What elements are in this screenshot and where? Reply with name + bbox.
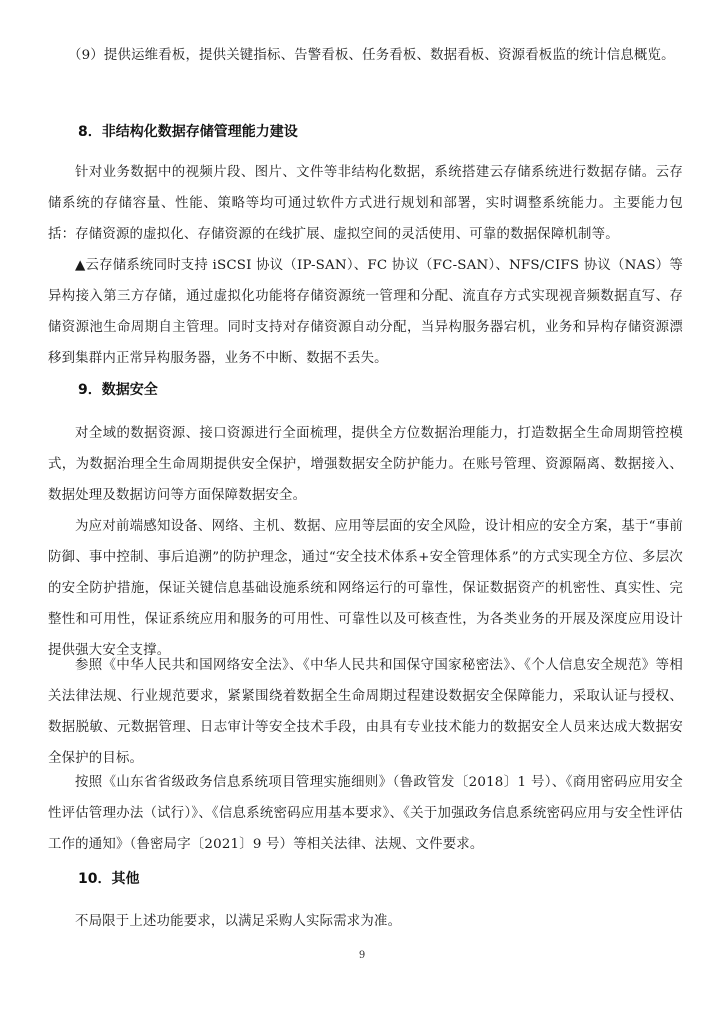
paragraph-shandong-regulations: 按照《山东省省级政务信息系统项目管理实施细则》（鲁政管发〔2018〕1 号）、《商用密码应用安全性评估管理办法（试行）》、《信息系统密码应用基本要求》、《关于加强政务信息系统密码应用与安全性评估工作的通知》（鲁密局字〔2021〕9 号）等相关法律、法规、文件要求。 — [48, 775, 683, 852]
paragraph-ops-dashboard: （9）提供运维看板，提供关键指标、告警看板、任务看板、数据看板、资源看板监的统计信息概览。 — [68, 48, 675, 63]
paragraph-legal-reference: 参照《中华人民共和国网络安全法》、《中华人民共和国保守国家秘密法》、《个人信息安全规范》等相关法律法规、行业规范要求，紧紧围绕着数据全生命周期过程建设数据安全保障能力，采取认证与授权、数据脱敏、元数据管理、日志审计等安全技术手段，由具有专业技术能力的数据安全人员来达成大数据安全保护的目标。 — [48, 658, 683, 766]
paragraph-cloud-storage: 针对业务数据中的视频片段、图片、文件等非结构化数据，系统搭建云存储系统进行数据存储。云存储系统的存储容量、性能、策略等均可通过软件方式进行规划和部署，实时调整系统能力。主要能力包括：存储资源的虚拟化、存储资源的在线扩展、虚拟空间的灵活使用、可靠的数据保障机制等。 — [48, 165, 683, 242]
paragraph-data-governance: 对全域的数据资源、接口资源进行全面梳理，提供全方位数据治理能力，打造数据全生命周期管控模式，为数据治理全生命周期提供安全保护，增强数据安全防护能力。在账号管理、资源隔离、数据接入、数据处理及数据访问等方面保障数据安全。 — [48, 426, 683, 503]
paragraph-other-requirements: 不局限于上述功能要求，以满足采购人实际需求为准。 — [75, 914, 402, 929]
paragraph-cloud-storage-protocols: ▲云存储系统同时支持 iSCSI 协议（IP-SAN）、FC 协议（FC-SAN）、NFS/CIFS 协议（NAS）等异构接入第三方存储，通过虚拟化功能将存储资源统一管理和分配、流直存方式实现视音频数据直写、存储资源池生命周期自主管理。同时支持对存储资源自动分配，当异构服务器宕机，业务和异构存储资源漂移到集群内正常异构服务器，业务不中断、数据不丢失。 — [48, 258, 683, 366]
heading-section-8: 8．非结构化数据存储管理能力建设 — [78, 124, 298, 140]
heading-section-9: 9．数据安全 — [78, 382, 158, 398]
page-number: 9 — [358, 950, 366, 961]
heading-section-10: 10．其他 — [78, 871, 140, 887]
paragraph-security-scheme: 为应对前端感知设备、网络、主机、数据、应用等层面的安全风险，设计相应的安全方案，基于“事前防御、事中控制、事后追溯”的防护理念，通过“安全技术体系+安全管理体系”的方式实现全方位、多层次的安全防护措施，保证关键信息基础设施系统和网络运行的可靠性，保证数据资产的机密性、真实性、完整性和可用性，保证系统应用和服务的可用性、可靠性以及可核查性，为各类业务的开展及深度应用设计提供强大安全支撑。 — [48, 519, 683, 658]
